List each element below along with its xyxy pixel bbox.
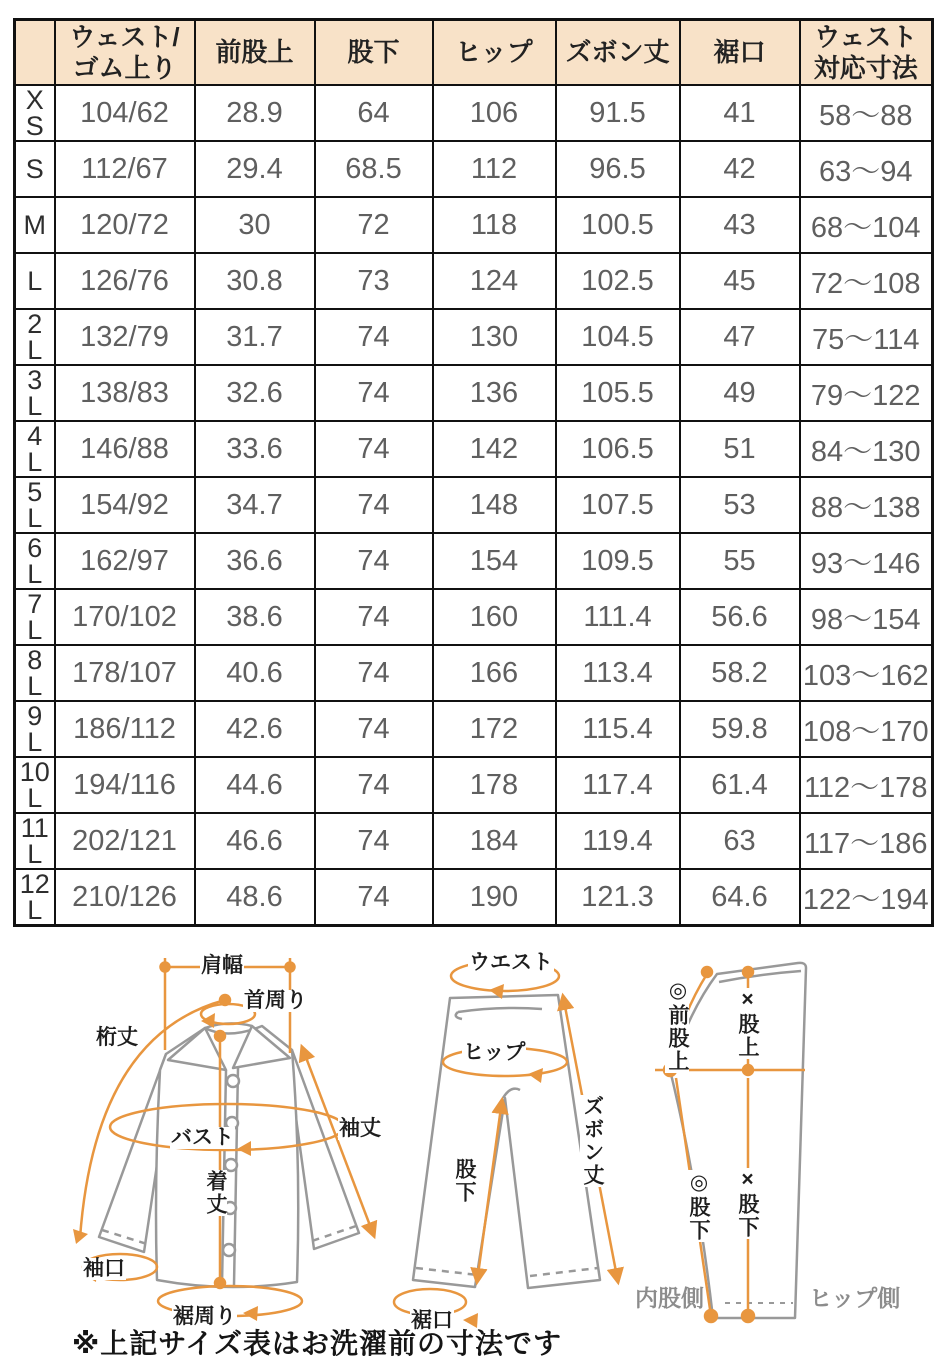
footnote: ※上記サイズ表はお洗濯前の寸法です (72, 1328, 562, 1359)
table-row (15, 869, 933, 926)
size-label: X S (15, 85, 55, 141)
measurement-cell: 130 (433, 309, 556, 365)
size-label: L (15, 253, 55, 309)
measurement-cell: 41 (680, 85, 800, 141)
measurement-cell: 56.6 (680, 589, 800, 645)
measurement-cell: 79〜122 (800, 365, 933, 421)
measurement-cell: 186/112 (55, 701, 195, 757)
size-label: 3 L (15, 365, 55, 421)
measurement-cell: 104.5 (556, 309, 680, 365)
label-neck: 首周り (244, 989, 307, 1012)
measurement-cell: 31.7 (195, 309, 315, 365)
table-row (15, 309, 933, 365)
label-inseam-a: ◎股下 (687, 1170, 711, 1242)
measurement-cell: 33.6 (195, 421, 315, 477)
label-hem-circumference: 裾周り (173, 1305, 236, 1328)
measurement-cell: 74 (315, 589, 433, 645)
measurement-cell: 118 (433, 197, 556, 253)
measurement-cell: 51 (680, 421, 800, 477)
measurement-cell: 74 (315, 869, 433, 926)
measurement-cell: 68.5 (315, 141, 433, 197)
measurement-cell: 30.8 (195, 253, 315, 309)
col-header-0 (15, 20, 55, 86)
measurement-cell: 93〜146 (800, 533, 933, 589)
label-hip: ヒップ (463, 1041, 526, 1064)
measurement-cell: 104/62 (55, 85, 195, 141)
measurement-cell: 106.5 (556, 421, 680, 477)
measurement-cell: 63 (680, 813, 800, 869)
measurement-cell: 210/126 (55, 869, 195, 926)
size-label: 2 L (15, 309, 55, 365)
measurement-cell: 100.5 (556, 197, 680, 253)
measurement-cell: 40.6 (195, 645, 315, 701)
measurement-cell: 74 (315, 477, 433, 533)
measurement-cell: 43 (680, 197, 800, 253)
measurement-cell: 58.2 (680, 645, 800, 701)
measurement-cell: 46.6 (195, 813, 315, 869)
col-header-5: ズボン丈 (556, 20, 680, 86)
table-row (15, 421, 933, 477)
size-label: 10 L (15, 757, 55, 813)
measurement-cell: 98〜154 (800, 589, 933, 645)
measurement-cell: 178/107 (55, 645, 195, 701)
measurement-cell: 72 (315, 197, 433, 253)
label-yuki: 桁丈 (96, 1026, 138, 1049)
label-cuff: 袖口 (83, 1257, 125, 1280)
table-row (15, 533, 933, 589)
table-row (15, 757, 933, 813)
measurement-cell: 122〜194 (800, 869, 933, 926)
label-hem: 裾口 (411, 1309, 453, 1332)
measurement-cell: 132/79 (55, 309, 195, 365)
measurement-cell: 96.5 (556, 141, 680, 197)
measurement-cell: 112 (433, 141, 556, 197)
measurement-cell: 36.6 (195, 533, 315, 589)
header-row (15, 20, 933, 86)
measurement-cell: 28.9 (195, 85, 315, 141)
measurement-cell: 47 (680, 309, 800, 365)
measurement-cell: 29.4 (195, 141, 315, 197)
measurement-cell: 172 (433, 701, 556, 757)
measurement-cell: 42.6 (195, 701, 315, 757)
measurement-cell: 142 (433, 421, 556, 477)
measurement-cell: 88〜138 (800, 477, 933, 533)
measurement-cell: 30 (195, 197, 315, 253)
measurement-cell: 160 (433, 589, 556, 645)
measurement-cell: 38.6 (195, 589, 315, 645)
shirt-outline (99, 1023, 359, 1287)
label-inseam-b: ×股下 (736, 1168, 760, 1239)
measurement-cell: 74 (315, 309, 433, 365)
col-header-7: ウェスト 対応寸法 (800, 20, 933, 86)
table-row (15, 141, 933, 197)
measurement-cell: 74 (315, 365, 433, 421)
table-row (15, 645, 933, 701)
measurement-cell: 146/88 (55, 421, 195, 477)
measurement-cell: 102.5 (556, 253, 680, 309)
size-label: M (15, 197, 55, 253)
label-hip-side: ヒップ側 (809, 1285, 901, 1311)
measurement-cell: 138/83 (55, 365, 195, 421)
table-row (15, 701, 933, 757)
table-row (15, 589, 933, 645)
measurement-cell: 63〜94 (800, 141, 933, 197)
measurement-cell: 74 (315, 421, 433, 477)
label-inseam: 股下 (453, 1158, 477, 1204)
size-label: S (15, 141, 55, 197)
size-label: 8 L (15, 645, 55, 701)
measurement-cell: 53 (680, 477, 800, 533)
measurement-diagrams (0, 950, 940, 1360)
measurement-cell: 112/67 (55, 141, 195, 197)
measurement-cell: 106 (433, 85, 556, 141)
measurement-cell: 75〜114 (800, 309, 933, 365)
measurement-cell: 119.4 (556, 813, 680, 869)
label-body-length: 着丈 (204, 1170, 228, 1216)
measurement-cell: 111.4 (556, 589, 680, 645)
col-header-2: 前股上 (195, 20, 315, 86)
measurement-cell: 103〜162 (800, 645, 933, 701)
measurement-cell: 64.6 (680, 869, 800, 926)
measurement-cell: 202/121 (55, 813, 195, 869)
measurement-cell: 61.4 (680, 757, 800, 813)
measurement-cell: 42 (680, 141, 800, 197)
measurement-cell: 148 (433, 477, 556, 533)
table-row (15, 85, 933, 141)
label-front-rise: ◎前股上 (666, 978, 690, 1073)
measurement-cell: 68〜104 (800, 197, 933, 253)
measurement-cell: 91.5 (556, 85, 680, 141)
diagram-canvas (0, 950, 940, 1360)
measurement-cell: 34.7 (195, 477, 315, 533)
measurement-cell: 124 (433, 253, 556, 309)
measurement-cell: 55 (680, 533, 800, 589)
size-label: 6 L (15, 533, 55, 589)
table-row (15, 253, 933, 309)
measurement-cell: 184 (433, 813, 556, 869)
size-label: 4 L (15, 421, 55, 477)
measurement-cell: 45 (680, 253, 800, 309)
measurement-cell: 113.4 (556, 645, 680, 701)
measurement-cell: 154 (433, 533, 556, 589)
label-inner-side: 内股側 (635, 1285, 704, 1311)
measurement-cell: 117〜186 (800, 813, 933, 869)
measurement-cell: 32.6 (195, 365, 315, 421)
measurement-cell: 58〜88 (800, 85, 933, 141)
measurement-cell: 73 (315, 253, 433, 309)
measurement-cell: 178 (433, 757, 556, 813)
measurement-cell: 190 (433, 869, 556, 926)
label-shoulder-width: 肩幅 (201, 954, 243, 977)
measurement-cell: 121.3 (556, 869, 680, 926)
measurement-cell: 74 (315, 533, 433, 589)
table-row (15, 365, 933, 421)
measurement-cell: 120/72 (55, 197, 195, 253)
size-table (13, 18, 934, 927)
measurement-cell: 162/97 (55, 533, 195, 589)
label-pants-length: ズボン丈 (581, 1095, 605, 1187)
measurement-cell: 109.5 (556, 533, 680, 589)
col-header-6: 裾口 (680, 20, 800, 86)
label-sleeve-length: 袖丈 (339, 1117, 381, 1140)
size-label: 12 L (15, 869, 55, 926)
measurement-cell: 108〜170 (800, 701, 933, 757)
measurement-cell: 48.6 (195, 869, 315, 926)
measurement-cell: 194/116 (55, 757, 195, 813)
measurement-cell: 72〜108 (800, 253, 933, 309)
size-label: 9 L (15, 701, 55, 757)
measurement-cell: 74 (315, 757, 433, 813)
measurement-cell: 166 (433, 645, 556, 701)
col-header-1: ウェスト/ ゴム上り (55, 20, 195, 86)
label-bust: バスト (171, 1126, 234, 1149)
table-row (15, 197, 933, 253)
measurement-cell: 74 (315, 701, 433, 757)
table-row (15, 477, 933, 533)
measurement-cell: 74 (315, 645, 433, 701)
measurement-cell: 112〜178 (800, 757, 933, 813)
measurement-cell: 49 (680, 365, 800, 421)
measurement-cell: 84〜130 (800, 421, 933, 477)
measurement-cell: 105.5 (556, 365, 680, 421)
measurement-cell: 44.6 (195, 757, 315, 813)
size-label: 5 L (15, 477, 55, 533)
measurement-cell: 115.4 (556, 701, 680, 757)
measurement-cell: 117.4 (556, 757, 680, 813)
col-header-3: 股下 (315, 20, 433, 86)
label-waist: ウエスト (469, 951, 553, 974)
measurement-cell: 74 (315, 813, 433, 869)
size-label: 7 L (15, 589, 55, 645)
measurement-cell: 126/76 (55, 253, 195, 309)
measurement-cell: 170/102 (55, 589, 195, 645)
measurement-cell: 64 (315, 85, 433, 141)
measurement-cell: 107.5 (556, 477, 680, 533)
col-header-4: ヒップ (433, 20, 556, 86)
measurement-cell: 59.8 (680, 701, 800, 757)
measurement-cell: 136 (433, 365, 556, 421)
table-row (15, 813, 933, 869)
label-rise: ×股上 (736, 988, 760, 1059)
measurement-cell: 154/92 (55, 477, 195, 533)
size-label: 11 L (15, 813, 55, 869)
